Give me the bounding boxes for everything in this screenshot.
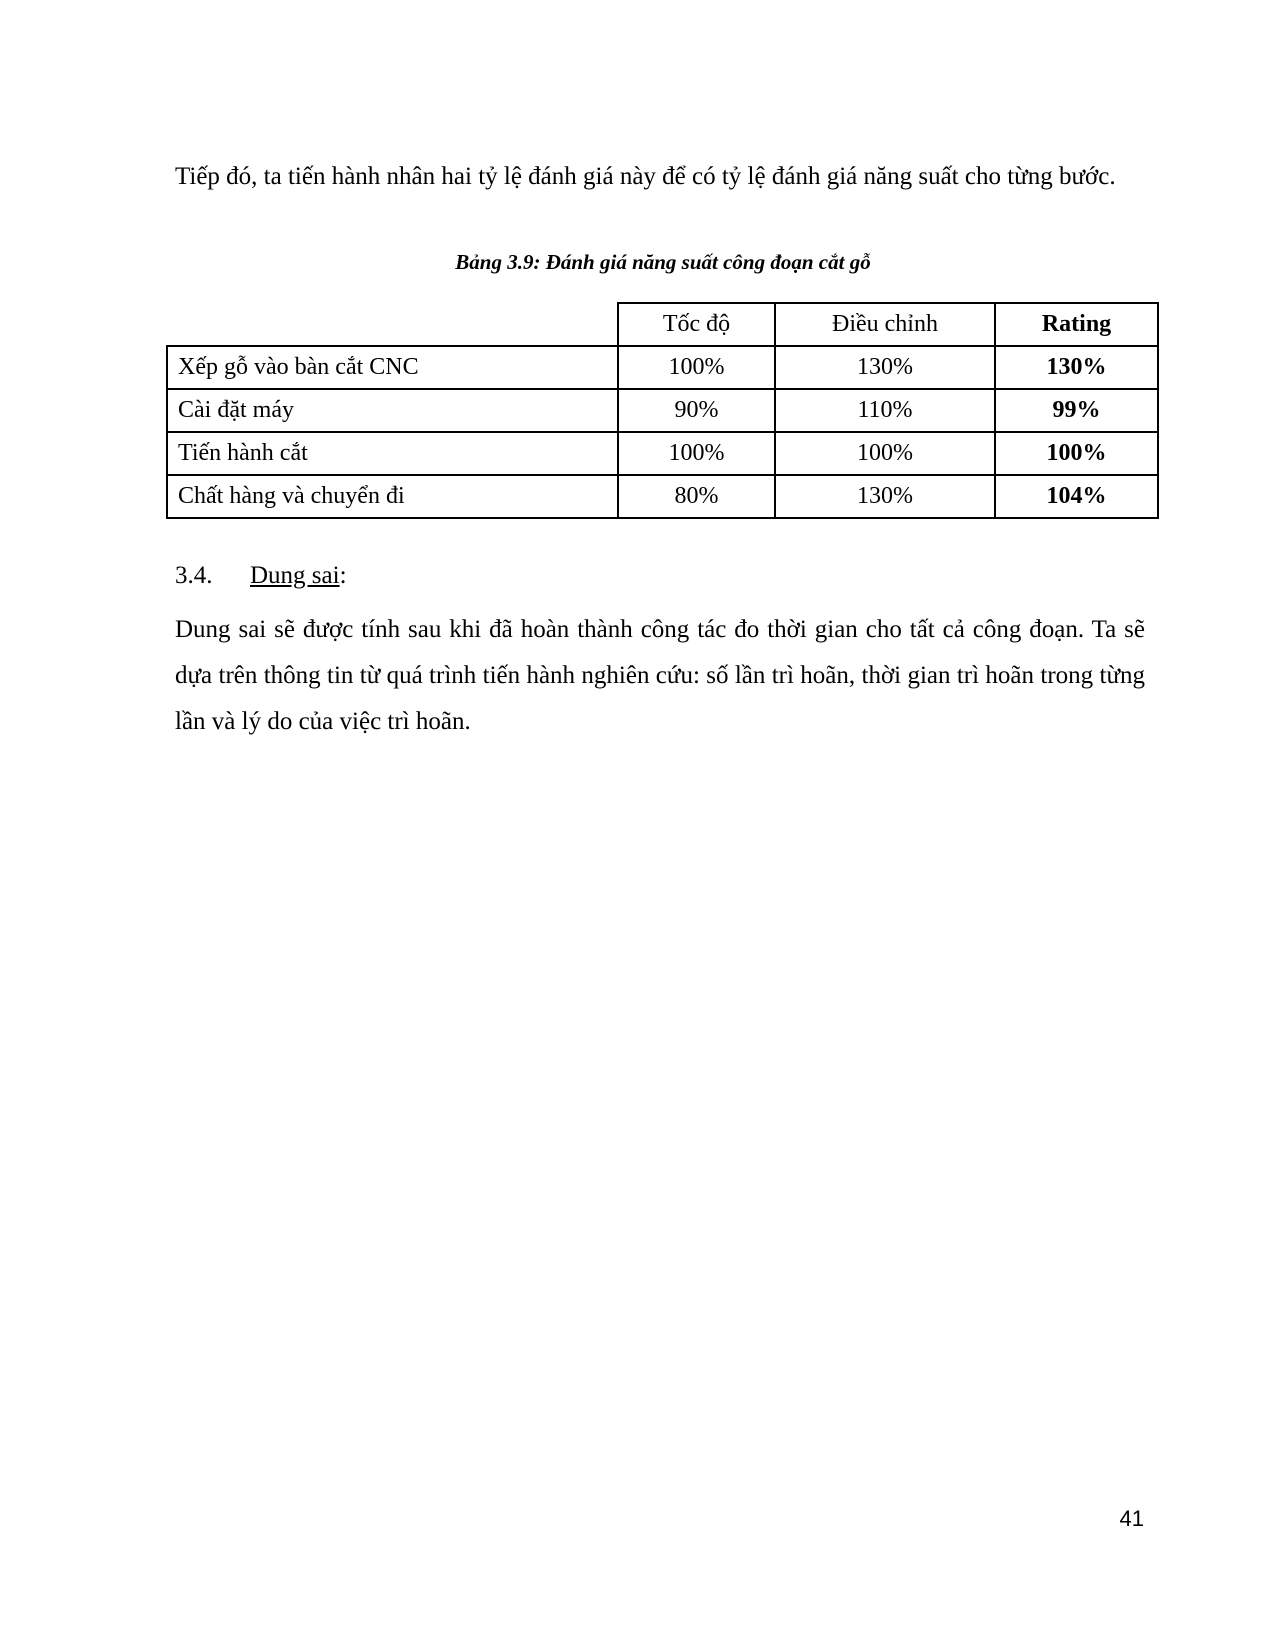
table-cell-adjustment: 100% xyxy=(775,432,995,475)
section-heading xyxy=(175,562,347,590)
table-cell-step: Cài đặt máy xyxy=(167,389,618,432)
table-header-rating: Rating xyxy=(995,303,1158,346)
table-cell-speed: 100% xyxy=(618,432,775,475)
table-cell-adjustment: 130% xyxy=(775,475,995,518)
table-cell-adjustment: 130% xyxy=(775,346,995,389)
table-header-blank xyxy=(167,303,618,346)
section-title-suffix: : xyxy=(339,562,347,589)
table-cell-step: Xếp gỗ vào bàn cắt CNC xyxy=(167,346,618,389)
body-paragraph: Dung sai sẽ được tính sau khi đã hoàn thành công tác đo thời gian cho tất cả công đoạn. Ta sẽ dựa trên thông tin từ quá trình tiến hành nghiên cứu: số lần trì hoãn, thời gian trì hoãn trong từng lần và lý do của việc trì hoãn. xyxy=(175,616,1145,735)
table-cell-speed: 100% xyxy=(618,346,775,389)
table-cell-rating: 100% xyxy=(995,432,1158,475)
table-cell-adjustment: 110% xyxy=(775,389,995,432)
table-cell-step: Tiến hành cắt xyxy=(167,432,618,475)
rating-table xyxy=(166,302,1159,519)
table-cell-rating: 130% xyxy=(995,346,1158,389)
section-title: Dung sai xyxy=(250,562,340,589)
table-header-speed: Tốc độ xyxy=(618,303,775,346)
table-cell-speed: 80% xyxy=(618,475,775,518)
table-cell-step: Chất hàng và chuyển đi xyxy=(167,475,618,518)
table-row xyxy=(167,475,1158,518)
page-number: 41 xyxy=(1119,1506,1144,1531)
table-header-row xyxy=(167,303,1158,346)
table-caption: Bảng 3.9: Đánh giá năng suất công đoạn cắt gỗ xyxy=(455,250,871,274)
table-row xyxy=(167,432,1158,475)
table-row xyxy=(167,346,1158,389)
table-row xyxy=(167,389,1158,432)
body-paragraph: Tiếp đó, ta tiến hành nhân hai tỷ lệ đánh giá này để có tỷ lệ đánh giá năng suất cho từng bước. xyxy=(175,163,1116,190)
table-cell-rating: 99% xyxy=(995,389,1158,432)
table-cell-speed: 90% xyxy=(618,389,775,432)
section-number: 3.4. xyxy=(175,562,213,589)
table-header-adjustment: Điều chỉnh xyxy=(775,303,995,346)
table-cell-rating: 104% xyxy=(995,475,1158,518)
